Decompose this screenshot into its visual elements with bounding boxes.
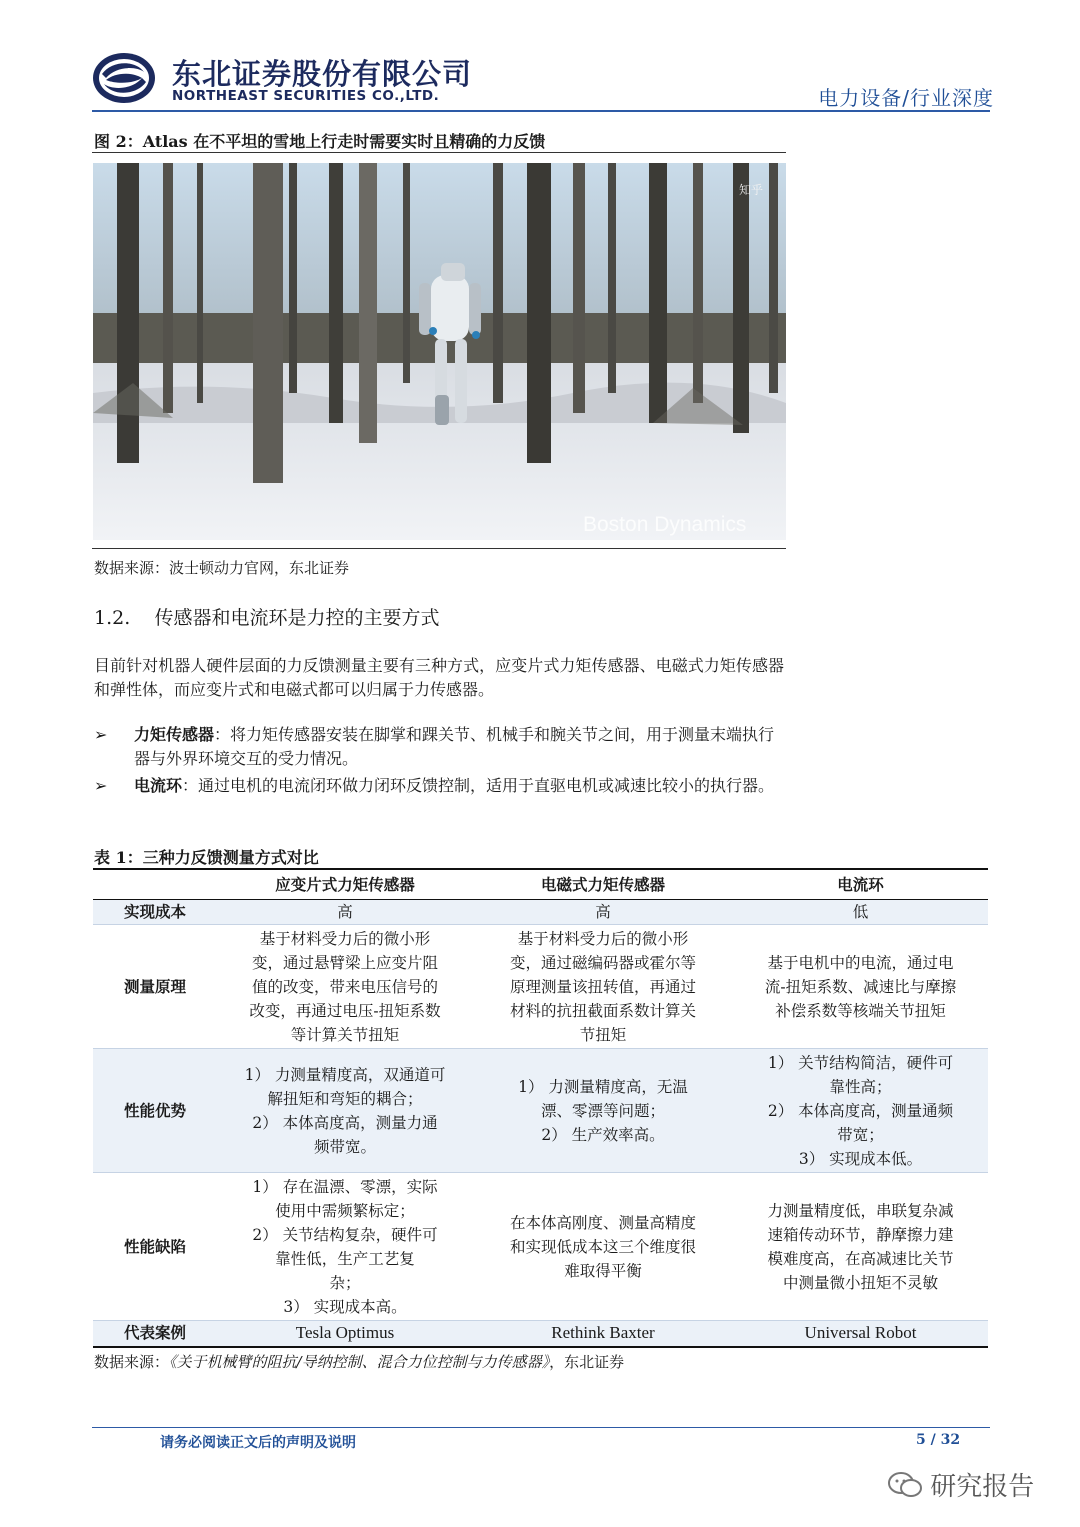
cell-line: 和实现低成本这三个维度很 <box>509 1237 696 1256</box>
table-source <box>94 1351 624 1372</box>
cell-line: 1） 存在温漂、零漂，实际 <box>252 1177 438 1196</box>
cell-line: 模难度高，在高减速比关节 <box>767 1249 954 1268</box>
cell-line: 值的改变，带来电压信号的 <box>251 977 438 996</box>
atlas-snow-photo <box>93 163 786 540</box>
table-cell <box>217 1173 473 1321</box>
table-cell: 高 <box>217 900 473 925</box>
row-label: 测量原理 <box>93 925 217 1049</box>
table-cell <box>473 925 733 1049</box>
company-name-cn: 东北证券股份有限公司 <box>172 57 473 91</box>
header-cell: 电磁式力矩传感器 <box>473 869 733 900</box>
table-cell <box>217 925 473 1049</box>
atlas-snow-photo-image <box>93 163 786 540</box>
footer-divider <box>92 1427 990 1428</box>
cell-line: 3） 实现成本高。 <box>283 1297 407 1316</box>
cell-line: 3） 实现成本低。 <box>798 1149 923 1168</box>
table-cell: Rethink Baxter <box>473 1321 733 1347</box>
cell-line: 2） 本体高度高，测量力通 <box>252 1113 438 1132</box>
intro-paragraph: 目前针对机器人硬件层面的力反馈测量主要有三种方式，应变片式力矩传感器、电磁式力矩传感器和弹性体，而应变片式和电磁式都可以归属于力传感器。 <box>94 656 784 699</box>
wechat-icon <box>888 1471 922 1499</box>
cell-line: 流-扭矩系数、减速比与摩擦 <box>764 977 957 996</box>
page-number: 5 / 32 <box>916 1432 961 1448</box>
table-cell <box>473 1049 733 1173</box>
cell-line: 2） 生产效率高。 <box>541 1125 665 1144</box>
section-tag: 电力设备/行业深度 <box>818 86 994 110</box>
cell-line: 1） 关节结构简洁，硬件可 <box>767 1053 954 1072</box>
footer-disclaimer: 请务必阅读正文后的声明及说明 <box>160 1435 356 1451</box>
bullet-text: ：将力矩传感器安装在脚掌和踝关节、机械手和腕关节之间，用于测量末端执行器与外界环境交互的受力情况。 <box>134 725 775 768</box>
header-cell: 电流环 <box>733 869 988 900</box>
cell-line: 基于电机中的电流，通过电 <box>767 953 954 972</box>
cell-line: 中测量微小扭矩不灵敏 <box>782 1273 938 1292</box>
cell-line: 带宽； <box>837 1125 884 1144</box>
row-label: 性能缺陷 <box>93 1173 217 1321</box>
cell-line: 补偿系数等核端关节扭矩 <box>775 1001 946 1020</box>
cell-line: 改变，再通过电压-扭矩系数 <box>249 1001 441 1020</box>
row-label: 代表案例 <box>93 1321 217 1347</box>
table-row <box>93 925 988 1049</box>
table-title: 表 1：三种力反馈测量方式对比 <box>94 848 319 867</box>
cell-line: 基于材料受力后的微小形 <box>259 929 431 948</box>
table-row <box>93 900 988 925</box>
cell-line: 2） 关节结构复杂，硬件可 <box>252 1225 438 1244</box>
bullet-arrow-icon: ➢ <box>94 725 108 744</box>
header-cell <box>93 869 217 900</box>
table-cell <box>217 1049 473 1173</box>
table-cell: 高 <box>473 900 733 925</box>
cell-line: 速箱传动环节，静摩擦力建 <box>767 1225 954 1244</box>
bullet-item <box>94 774 784 822</box>
header-cell: 应变片式力矩传感器 <box>217 869 473 900</box>
cell-line: 变，通过悬臂梁上应变片阻 <box>251 953 438 972</box>
table-cell: 低 <box>733 900 988 925</box>
comparison-table <box>93 868 988 1348</box>
cell-line: 杂； <box>329 1273 361 1292</box>
cell-line: 力测量精度低，串联复杂减 <box>767 1201 954 1220</box>
table-source-title: 《关于机械臂的阻抗/导纳控制、混合力位控制与力传感器》 <box>169 1353 550 1371</box>
table-row <box>93 1321 988 1347</box>
cell-line: 变，通过磁编码器或霍尔等 <box>509 953 696 972</box>
table-cell <box>473 1173 733 1321</box>
table-cell <box>733 1173 988 1321</box>
table-row <box>93 1173 988 1321</box>
cell-line: 靠性低，生产工艺复 <box>275 1249 415 1268</box>
cell-line: 使用中需频繁标定； <box>275 1201 415 1220</box>
table-cell: Tesla Optimus <box>217 1321 473 1347</box>
bullet-item <box>94 723 784 771</box>
company-name-en: NORTHEAST SECURITIES CO.,LTD. <box>172 88 440 104</box>
bullet-text: ：通过电机的电流闭环做力闭环反馈控制，适用于直驱电机或减速比较小的执行器。 <box>182 776 775 795</box>
table-row <box>93 1049 988 1173</box>
cell-line: 频带宽。 <box>313 1137 376 1156</box>
table-source-prefix: 数据来源： <box>94 1353 170 1371</box>
cell-line: 2） 本体高度高，测量通频 <box>767 1101 954 1120</box>
cell-line: 漂、零漂等问题； <box>540 1101 665 1120</box>
cell-line: 材料的抗扭截面系数计算关 <box>509 1001 696 1020</box>
table-header-row <box>93 869 988 900</box>
company-logo <box>92 52 156 104</box>
cell-line: 难取得平衡 <box>564 1261 642 1280</box>
zhihu-watermark: 知乎 <box>739 183 764 197</box>
table-cell <box>733 925 988 1049</box>
cell-line: 在本体高刚度、测量高精度 <box>509 1213 696 1232</box>
row-label: 实现成本 <box>93 900 217 925</box>
cell-line: 等计算关节扭矩 <box>290 1025 400 1044</box>
cell-line: 1） 力测量精度高，双通道可 <box>244 1065 446 1084</box>
cell-line: 靠性高； <box>829 1077 892 1096</box>
table-source-suffix: ，东北证券 <box>549 1353 625 1371</box>
row-label: 性能优势 <box>93 1049 217 1173</box>
watermark-text: 研究报告 <box>930 1472 1035 1502</box>
cell-line: 解扭矩和弯矩的耦合； <box>267 1089 423 1108</box>
figure-title: 图 2：Atlas 在不平坦的雪地上行走时需要实时且精确的力反馈 <box>94 132 546 151</box>
wechat-watermark <box>888 1466 1034 1503</box>
cell-line: 原理测量该扭转值，再通过 <box>509 977 696 996</box>
bullet-term: 力矩传感器 <box>134 725 215 744</box>
figure-top-rule <box>92 152 786 153</box>
section-number: 1.2. <box>94 607 131 629</box>
section-heading <box>94 603 439 630</box>
cell-line: 节扭矩 <box>579 1025 627 1044</box>
cell-line: 1） 力测量精度高，无温 <box>518 1077 688 1096</box>
table-cell <box>733 1049 988 1173</box>
figure-source: 数据来源：波士顿动力官网，东北证券 <box>94 559 350 577</box>
cell-line: 基于材料受力后的微小形 <box>517 929 689 948</box>
boston-dynamics-watermark: Boston Dynamics <box>583 513 747 536</box>
section-title: 传感器和电流环是力控的主要方式 <box>154 607 440 629</box>
figure-bottom-rule <box>92 548 786 549</box>
bullet-term: 电流环 <box>134 776 183 795</box>
header-divider <box>92 110 990 112</box>
bullet-arrow-icon: ➢ <box>94 776 108 795</box>
table-cell: Universal Robot <box>733 1321 988 1347</box>
